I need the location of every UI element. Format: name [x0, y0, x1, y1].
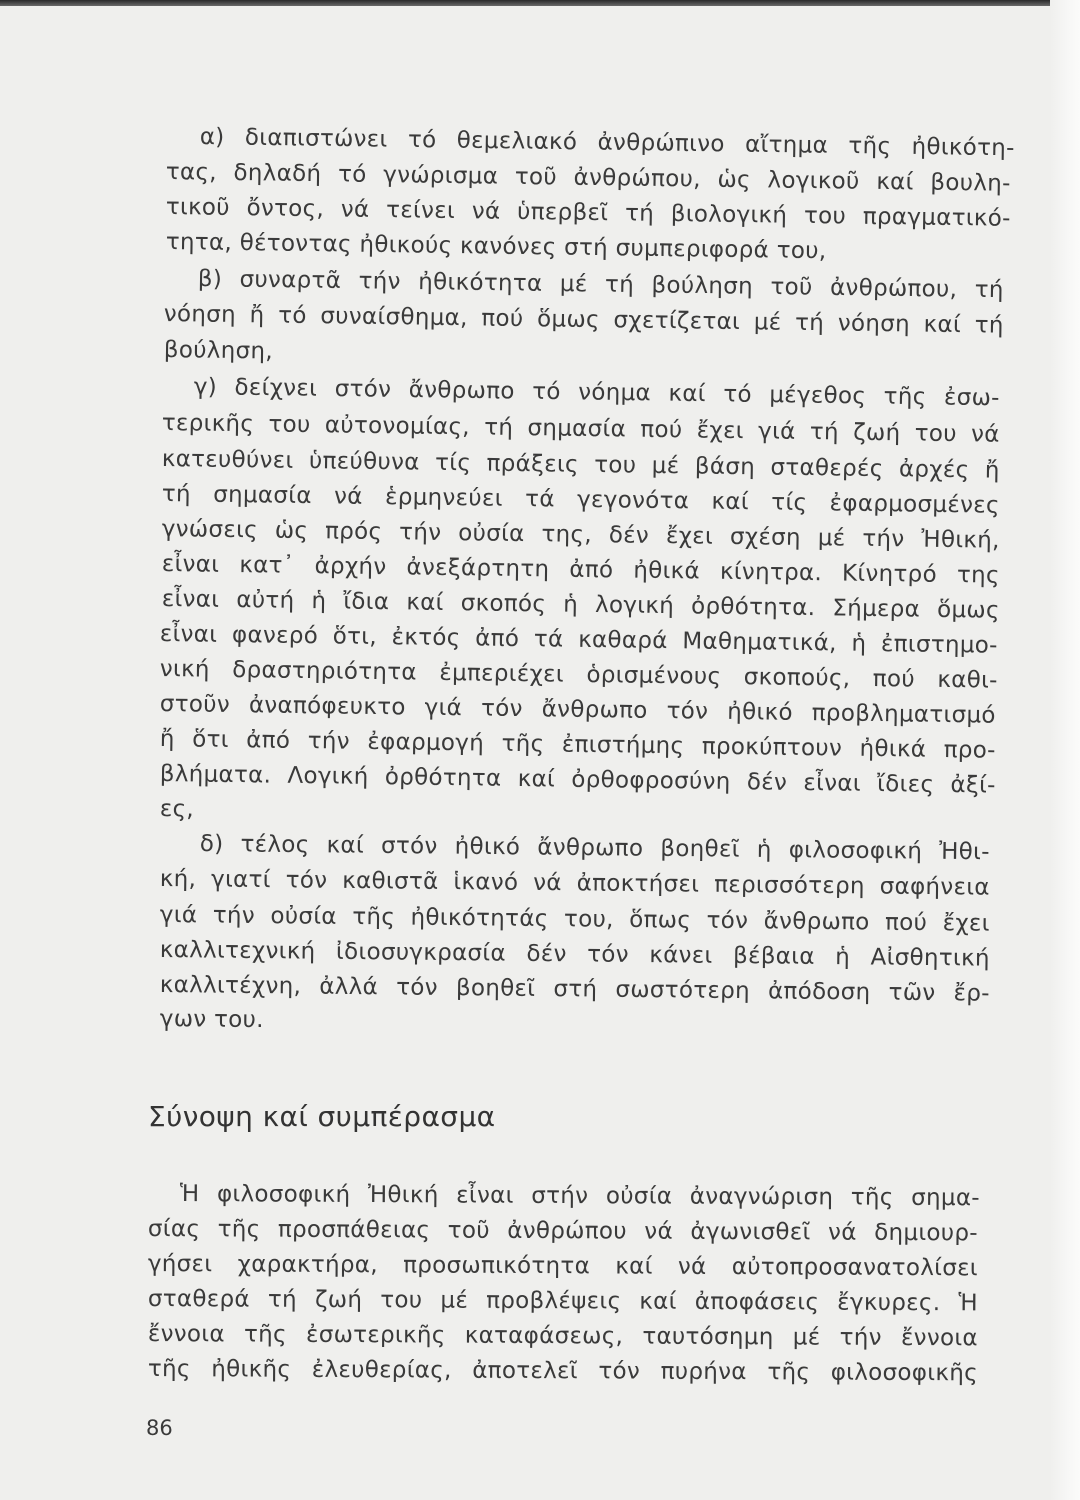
body-line-12: γνώσεις ὡς πρός τήν οὐσία της, δέν ἔχει σχέση μέ τήν Ἠθική,	[161, 516, 1000, 554]
body-line-3: τικοῦ ὄντος, νά τείνει νά ὑπερβεῖ τή βιολογική του πραγματικό-	[165, 194, 1011, 232]
body-line-25: καλλιτέχνη, ἀλλά τόν βοηθεῖ στή σωστότερη ἀπόδοση τῶν ἔρ-	[159, 972, 990, 1007]
body-line-10: κατευθύνει ὑπεύθυνα τίς πράξεις του μέ βάση σταθερές ἀρχές ἤ	[161, 446, 1000, 484]
page-number: 86	[146, 1416, 173, 1440]
body-line-24: καλλιτεχνική ἰδιοσυγκρασία δέν τόν κάνει βέβαια ἡ Αἰσθητική	[159, 937, 990, 972]
body-line-5: β) συναρτᾶ τήν ἠθικότητα μέ τή βούληση τοῦ ἀνθρώπου, τή	[197, 266, 1004, 304]
body-line-26: γων του.	[159, 1006, 264, 1034]
body-line-1: α) διαπιστώνει τό θεμελιακό ἀνθρώπινο αἴτημα τῆς ἠθικότη-	[199, 124, 1015, 162]
body-line-16: νική δραστηριότητα ἐμπεριέχει ὁρισμένους σκοπούς, πού καθι-	[159, 656, 998, 694]
body-line-7: βούληση,	[163, 337, 274, 365]
body-line-2: τας, δηλαδή τό γνώρισμα τοῦ ἀνθρώπου, ὡς λογικοῦ καί βουλη-	[165, 159, 1011, 197]
summary-line-5: ἔννοια τῆς ἐσωτερικῆς καταφάσεως, ταυτόσημη μέ τήν ἔννοια	[147, 1321, 978, 1352]
summary-line-3: γήσει χαρακτήρα, προσωπικότητα καί νά αὐτοπροσανατολίσει	[147, 1251, 978, 1282]
section-heading: Σύνοψη καί συμπέρασμα	[148, 1100, 496, 1133]
body-line-9: τερικῆς του αὐτονομίας, τή σημασία πού ἔχει γιά τή ζωή του νά	[161, 410, 1000, 448]
body-line-15: εἶναι φανερό ὅτι, ἐκτός ἀπό τά καθαρά Μαθηματικά, ἡ ἐπιστημο-	[159, 621, 998, 659]
body-line-18: ἤ ὅτι ἀπό τήν ἐφαρμογή τῆς ἐπιστήμης προκύπτουν ἠθικά προ-	[159, 726, 996, 764]
body-line-4: τητα, θέτοντας ἠθικούς κανόνες στή συμπεριφορά του,	[165, 229, 827, 265]
summary-line-2: σίας τῆς προσπάθειας τοῦ ἀνθρώπου νά ἀγωνισθεῖ νά δημιουρ-	[147, 1216, 978, 1247]
body-line-21: δ) τέλος καί στόν ἠθικό ἄνθρωπο βοηθεῖ ἡ φιλοσοφική Ἠθι-	[199, 831, 990, 866]
summary-line-4: σταθερά τή ζωή του μέ προβλέψεις καί ἀποφάσεις ἔγκυρες. Ἡ	[147, 1286, 978, 1317]
body-line-19: βλήματα. Λογική ὀρθότητα καί ὀρθοφροσύνη δέν εἶναι ἴδιες ἀξί-	[159, 761, 996, 799]
body-line-23: γιά τήν οὐσία τῆς ἠθικότητάς του, ὅπως τόν ἄνθρωπο πού ἔχει	[159, 902, 990, 937]
body-line-11: τή σημασία νά ἑρμηνεύει τά γεγονότα καί τίς ἐφαρμοσμένες	[161, 481, 1000, 519]
body-line-13: εἶναι κατ᾽ ἀρχήν ἀνεξάρτητη ἀπό ἠθικά κίνητρα. Κίνητρό της	[161, 551, 1000, 589]
summary-line-1: Ἡ φιλοσοφική Ἠθική εἶναι στήν οὐσία ἀναγνώριση τῆς σημα-	[179, 1181, 980, 1212]
body-line-14: εἶναι αὐτή ἡ ἴδια καί σκοπός ἡ λογική ὀρθότητα. Σήμερα ὅμως	[161, 586, 1000, 624]
body-line-20: ες,	[159, 796, 195, 823]
summary-line-6: τῆς ἠθικῆς ἐλευθερίας, ἀποτελεῖ τόν πυρήνα τῆς φιλοσοφικῆς	[147, 1356, 978, 1387]
body-line-8: γ) δείχνει στόν ἄνθρωπο τό νόημα καί τό μέγεθος τῆς ἐσω-	[193, 374, 1000, 412]
body-line-22: κή, γιατί τόν καθιστᾶ ἱκανό νά ἀποκτήσει περισσότερη σαφήνεια	[159, 866, 990, 901]
body-line-17: στοῦν ἀναπόφευκτο γιά τόν ἄνθρωπο τόν ἠθικό προβληματισμό	[159, 691, 996, 729]
body-line-6: νόηση ἤ τό συναίσθημα, πού ὅμως σχετίζεται μέ τή νόηση καί τή	[163, 301, 1004, 339]
